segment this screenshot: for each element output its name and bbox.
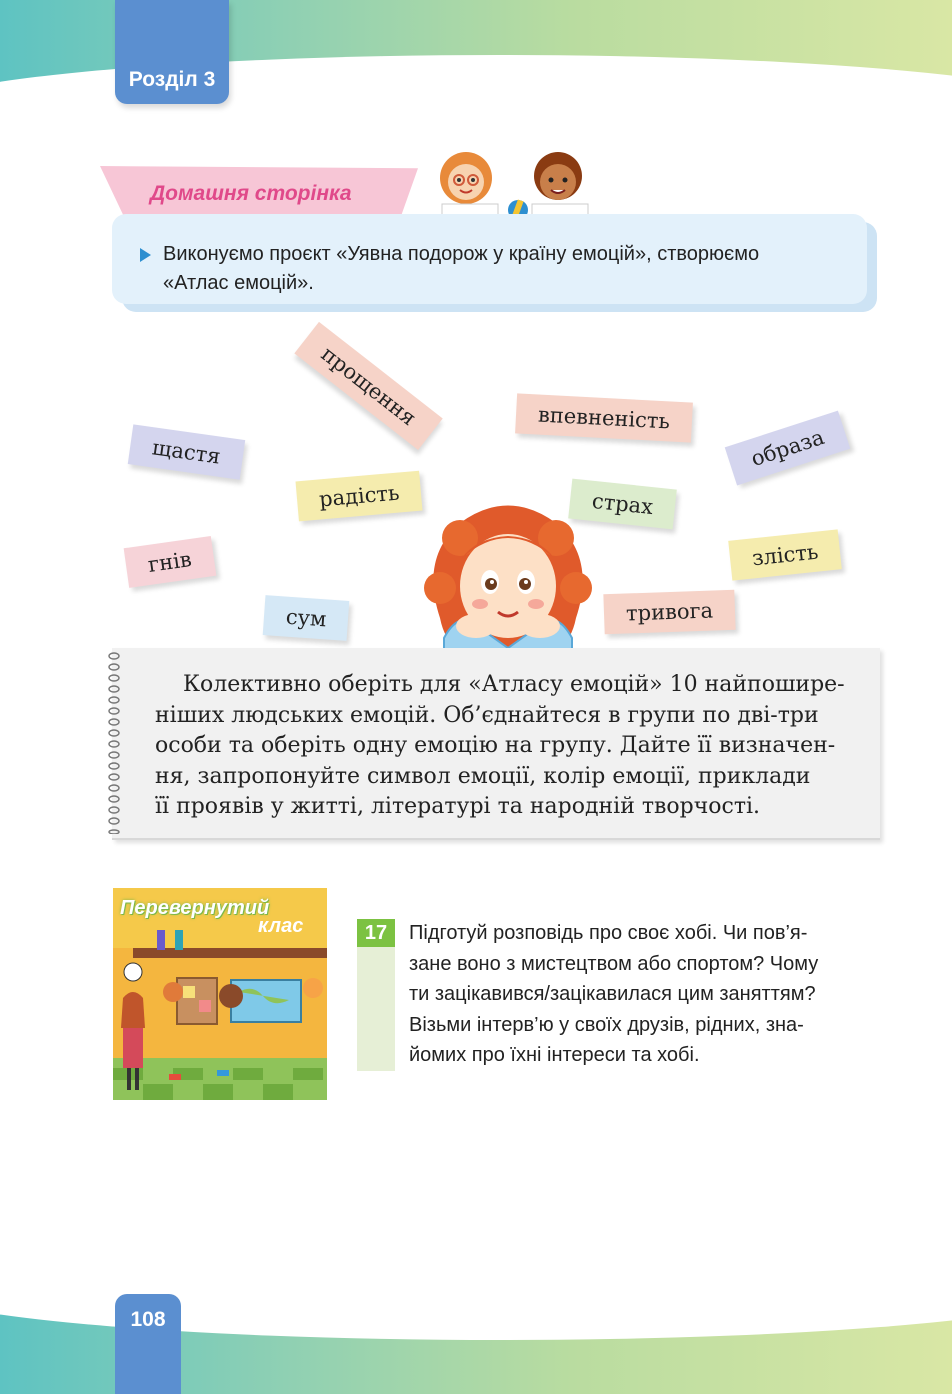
text-line: ніших людських емоцій. Об’єднайтеся в групи по дві-три (155, 702, 819, 728)
text-line: йомих про їхні інтереси та хобі. (409, 1044, 700, 1066)
emotion-label: сум (263, 595, 350, 641)
homepage-text-line: Виконуємо проєкт «Уявна подорож у країну емоцій», створюємо (163, 243, 760, 265)
homepage-text-line: «Атлас емоцій». (163, 272, 314, 294)
task-notebook-text (155, 670, 855, 823)
spiral-binding (107, 652, 121, 834)
text-line: особи та оберіть одну емоцію на групу. Дайте її визначен- (155, 733, 836, 758)
text-line: ня, запропонуйте символ емоції, колір емоції, приклади (155, 763, 811, 789)
emotion-label: злість (728, 529, 842, 580)
text-line: зане воно з мистецтвом або спортом? Чому (409, 952, 819, 975)
emotion-label: радість (295, 471, 422, 522)
task-number: 17 (357, 919, 395, 947)
emotion-label: гнів (124, 536, 216, 588)
emotion-label: впевненість (515, 393, 693, 442)
page-number: 108 (130, 1308, 166, 1331)
section-tab (115, 0, 229, 104)
emotion-label: прощення (294, 322, 443, 450)
emotion-label: страх (568, 479, 677, 530)
homepage-text (163, 240, 863, 298)
task-17-text (409, 918, 879, 1071)
kids-illustration (432, 148, 592, 220)
flipped-class-title: клас (258, 915, 304, 937)
homepage-title: Домашня сторінка (150, 182, 352, 205)
emotion-label: образа (725, 411, 851, 486)
bullet-icon (140, 248, 151, 262)
text-line: її проявів у житті, літературі та народній творчості. (155, 794, 761, 819)
flipped-class-title: Перевернутий (120, 897, 270, 919)
text-line: Колективно оберіть для «Атласу емоцій» 10 найпошире- (183, 672, 845, 697)
page-number-tab (115, 1294, 181, 1394)
text-line: Візьми інтерв’ю у своїх друзів, рідних, зна- (409, 1013, 804, 1036)
text-line: Підготуй розповідь про своє хобі. Чи пов’я- (409, 922, 808, 944)
text-line: ти зацікавився/зацікавилася цим заняттям? (409, 983, 816, 1005)
emotion-label: тривога (603, 590, 735, 635)
emotion-label: щастя (128, 424, 245, 479)
section-label: Розділ 3 (128, 68, 216, 91)
